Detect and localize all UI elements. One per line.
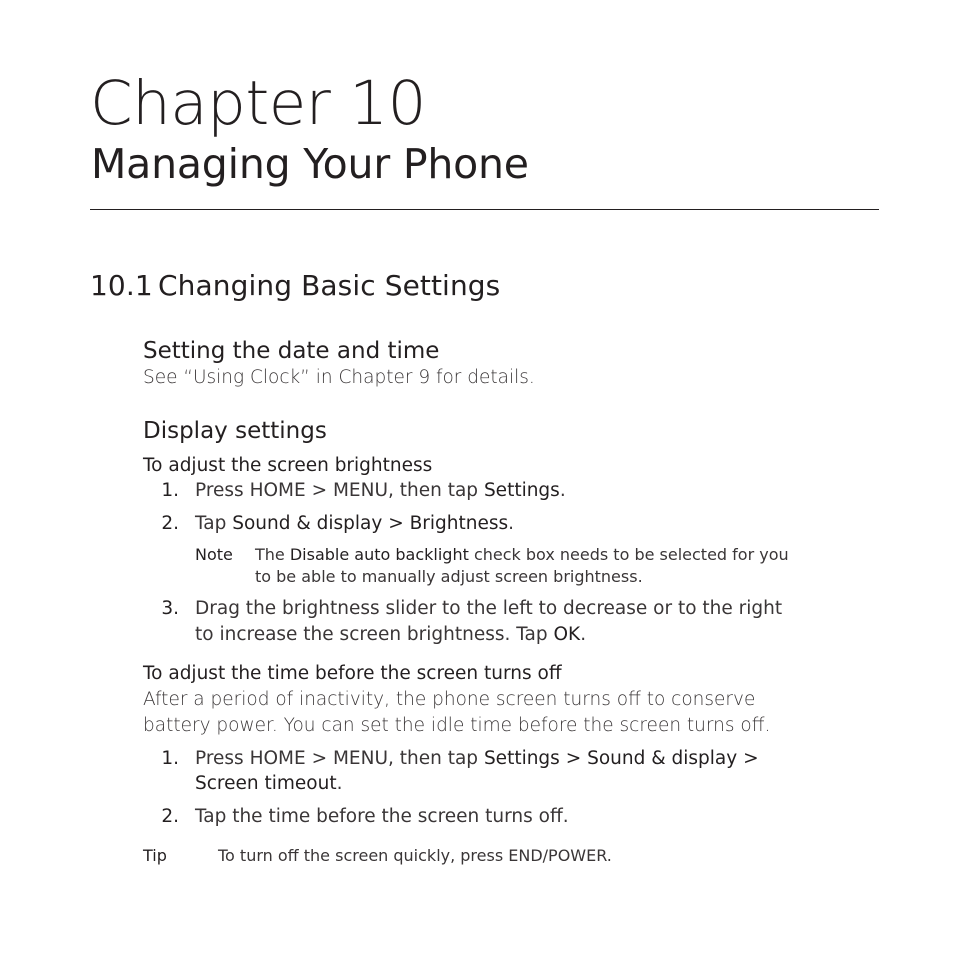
note-line-2: to be able to manually adjust screen brightness. <box>255 567 643 586</box>
ui-term: Settings > Sound & display > <box>483 748 759 769</box>
section-heading <box>90 268 500 304</box>
note-label: Note <box>195 545 233 564</box>
timeout-intro-line-1: After a period of inactivity, the phone screen turns off to conserve <box>143 689 756 710</box>
timeout-step-2: Tap the time before the screen turns off. <box>195 806 569 827</box>
step-text: Tap <box>195 513 233 534</box>
date-time-body: See “Using Clock” in Chapter 9 for details. <box>143 367 535 388</box>
timeout-intro-line-2: battery power. You can set the idle time before the screen turns off. <box>143 715 771 736</box>
brightness-heading: To adjust the screen brightness <box>143 455 433 476</box>
brightness-step-3-line-1: Drag the brightness slider to the left to decrease or to the right <box>195 598 783 619</box>
chapter-title: Chapter 10 <box>90 68 426 139</box>
step-number: 1. <box>161 748 179 769</box>
brightness-step-2 <box>195 511 514 537</box>
step-number: 2. <box>161 513 179 534</box>
step-text: Press HOME > MENU, then tap <box>195 480 484 501</box>
tip-label: Tip <box>143 846 167 865</box>
tip-text: To turn off the screen quickly, press END/POWER. <box>218 846 612 865</box>
ui-term: Disable auto backlight <box>289 545 469 564</box>
chapter-divider <box>90 209 879 210</box>
step-number: 2. <box>161 806 179 827</box>
brightness-step-3-line-2 <box>195 622 586 648</box>
section-title: Changing Basic Settings <box>158 269 501 302</box>
timeout-heading: To adjust the time before the screen turns off <box>143 663 562 684</box>
step-number: 3. <box>161 598 179 619</box>
timeout-step-1-line-1 <box>195 746 759 772</box>
note-text: The <box>255 545 290 564</box>
ui-term: Sound & display > Brightness <box>232 513 509 534</box>
step-text: . <box>336 773 343 794</box>
date-time-heading: Setting the date and time <box>143 338 440 364</box>
ui-term: Settings <box>483 480 560 501</box>
note-text: check box needs to be selected for you <box>468 545 789 564</box>
display-settings-heading: Display settings <box>143 418 327 444</box>
brightness-step-1 <box>195 478 566 504</box>
step-text: to increase the screen brightness. Tap <box>195 624 554 645</box>
ui-term: OK <box>553 624 581 645</box>
step-text: . <box>508 513 515 534</box>
note-line-1 <box>255 544 789 566</box>
chapter-subtitle: Managing Your Phone <box>91 140 529 188</box>
section-number: 10.1 <box>90 269 153 302</box>
step-number: 1. <box>161 480 179 501</box>
ui-term: Screen timeout <box>195 773 337 794</box>
step-text: . <box>559 480 566 501</box>
step-text: . <box>580 624 587 645</box>
timeout-step-1-line-2 <box>195 771 342 797</box>
step-text: Press HOME > MENU, then tap <box>195 748 484 769</box>
